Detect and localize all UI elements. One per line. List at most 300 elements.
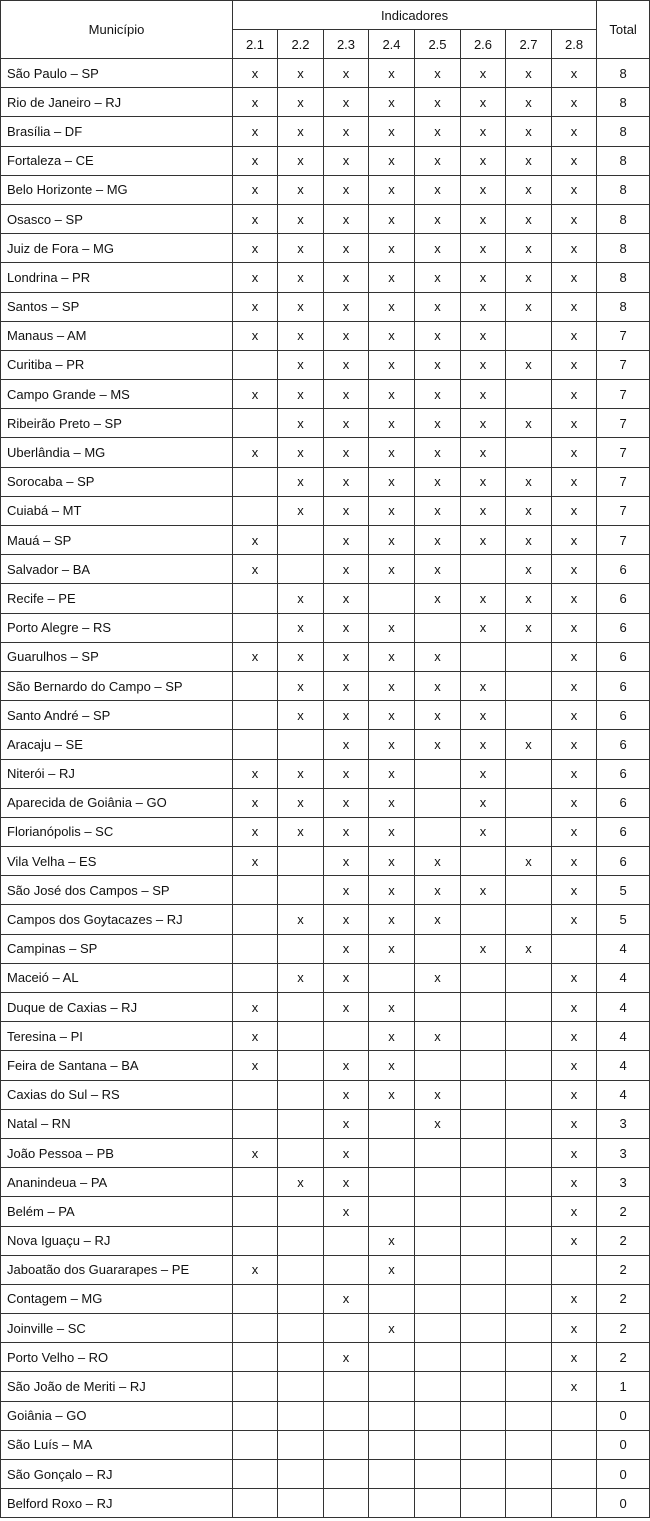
indicator-cell — [278, 555, 324, 584]
table-row — [1, 1343, 650, 1372]
total-cell: 7 — [597, 496, 650, 525]
indicator-cell: x — [415, 905, 461, 934]
indicator-cell — [278, 1080, 324, 1109]
indicator-cell: x — [461, 204, 506, 233]
indicator-cell: x — [461, 584, 506, 613]
indicator-cell: x — [233, 263, 278, 292]
indicator-cell: x — [369, 934, 415, 963]
indicator-cell: x — [369, 263, 415, 292]
indicator-cell: x — [369, 321, 415, 350]
total-cell: 4 — [597, 1051, 650, 1080]
municipio-name: Juiz de Fora – MG — [1, 234, 233, 263]
municipio-name: Campo Grande – MS — [1, 380, 233, 409]
indicator-cell: x — [552, 701, 597, 730]
indicator-cell — [233, 905, 278, 934]
indicator-cell: x — [461, 759, 506, 788]
total-cell: 2 — [597, 1197, 650, 1226]
indicator-cell: x — [415, 146, 461, 175]
indicator-cell — [506, 1138, 552, 1167]
total-cell: 6 — [597, 701, 650, 730]
indicator-cell — [461, 1051, 506, 1080]
indicator-cell: x — [461, 88, 506, 117]
indicator-cell: x — [278, 963, 324, 992]
indicator-cell — [278, 1226, 324, 1255]
indicator-cell: x — [369, 905, 415, 934]
indicator-cell — [278, 1051, 324, 1080]
indicator-cell: x — [324, 117, 369, 146]
indicator-cell — [461, 905, 506, 934]
indicator-cell — [506, 1255, 552, 1284]
table-row — [1, 1401, 650, 1430]
indicator-cell: x — [324, 555, 369, 584]
municipio-name: Campinas – SP — [1, 934, 233, 963]
indicator-cell — [278, 1430, 324, 1459]
indicator-cell: x — [233, 847, 278, 876]
indicator-cell — [415, 759, 461, 788]
municipio-name: São Bernardo do Campo – SP — [1, 671, 233, 700]
indicator-cell: x — [552, 59, 597, 88]
table-row — [1, 934, 650, 963]
indicator-header: 2.2 — [278, 30, 324, 59]
indicator-cell — [461, 1343, 506, 1372]
indicator-cell: x — [369, 788, 415, 817]
indicator-cell: x — [461, 409, 506, 438]
indicator-cell: x — [552, 1051, 597, 1080]
table-row — [1, 1138, 650, 1167]
indicator-cell: x — [552, 1314, 597, 1343]
table-row — [1, 204, 650, 233]
indicator-cell — [415, 1255, 461, 1284]
indicator-cell — [461, 1460, 506, 1489]
indicator-cell — [278, 876, 324, 905]
indicator-cell: x — [369, 350, 415, 379]
total-cell: 2 — [597, 1284, 650, 1313]
indicator-cell — [233, 1489, 278, 1518]
table-row — [1, 876, 650, 905]
municipio-name: Porto Velho – RO — [1, 1343, 233, 1372]
indicator-cell — [461, 847, 506, 876]
indicator-cell — [369, 1138, 415, 1167]
indicator-cell: x — [369, 817, 415, 846]
indicator-cell: x — [552, 642, 597, 671]
indicator-cell: x — [369, 1051, 415, 1080]
municipio-name: Aracaju – SE — [1, 730, 233, 759]
indicator-cell: x — [278, 321, 324, 350]
table-row — [1, 234, 650, 263]
indicator-cell: x — [278, 496, 324, 525]
indicator-cell — [324, 1372, 369, 1401]
indicator-cell — [461, 555, 506, 584]
indicator-cell: x — [278, 759, 324, 788]
indicator-cell: x — [415, 204, 461, 233]
indicator-cell: x — [415, 321, 461, 350]
indicator-cell: x — [461, 788, 506, 817]
indicator-cell: x — [552, 496, 597, 525]
indicator-cell — [233, 1430, 278, 1459]
municipio-header: Município — [1, 1, 233, 59]
indicator-cell — [278, 1460, 324, 1489]
indicator-cell — [506, 759, 552, 788]
indicator-cell: x — [461, 292, 506, 321]
indicator-cell — [369, 1401, 415, 1430]
municipio-name: Duque de Caxias – RJ — [1, 993, 233, 1022]
municipio-name: Santos – SP — [1, 292, 233, 321]
indicator-cell: x — [506, 59, 552, 88]
total-cell: 4 — [597, 1022, 650, 1051]
indicator-cell: x — [369, 88, 415, 117]
indicator-cell: x — [324, 759, 369, 788]
indicator-cell — [278, 993, 324, 1022]
municipio-name: Fortaleza – CE — [1, 146, 233, 175]
indicator-cell: x — [324, 59, 369, 88]
indicator-cell: x — [369, 438, 415, 467]
indicator-cell: x — [324, 817, 369, 846]
indicator-cell — [324, 1401, 369, 1430]
indicator-cell: x — [415, 1022, 461, 1051]
indicator-cell — [552, 934, 597, 963]
indicator-cell — [233, 1226, 278, 1255]
municipio-name: Teresina – PI — [1, 1022, 233, 1051]
total-cell: 3 — [597, 1109, 650, 1138]
municipio-name: Ananindeua – PA — [1, 1168, 233, 1197]
indicator-cell: x — [461, 934, 506, 963]
indicator-cell — [506, 438, 552, 467]
municipio-name: Belo Horizonte – MG — [1, 175, 233, 204]
indicator-cell — [233, 1168, 278, 1197]
table-row — [1, 117, 650, 146]
indicator-cell: x — [415, 1080, 461, 1109]
indicator-cell: x — [552, 1372, 597, 1401]
total-cell: 6 — [597, 584, 650, 613]
indicator-cell: x — [506, 555, 552, 584]
municipio-name: Mauá – SP — [1, 526, 233, 555]
indicator-cell: x — [324, 88, 369, 117]
indicator-cell — [369, 1168, 415, 1197]
municipio-name: Sorocaba – SP — [1, 467, 233, 496]
municipio-name: João Pessoa – PB — [1, 1138, 233, 1167]
indicator-cell — [415, 993, 461, 1022]
total-cell: 4 — [597, 963, 650, 992]
total-cell: 8 — [597, 88, 650, 117]
indicator-cell — [506, 1401, 552, 1430]
indicator-cell: x — [233, 1138, 278, 1167]
indicator-cell — [506, 788, 552, 817]
municipio-name: Vila Velha – ES — [1, 847, 233, 876]
indicator-cell — [233, 1401, 278, 1430]
indicator-cell: x — [552, 467, 597, 496]
indicator-cell: x — [552, 526, 597, 555]
municipio-name: Belford Roxo – RJ — [1, 1489, 233, 1518]
indicator-cell: x — [324, 1197, 369, 1226]
indicator-cell: x — [552, 380, 597, 409]
indicator-cell: x — [461, 438, 506, 467]
indicator-cell: x — [369, 1080, 415, 1109]
indicator-cell — [278, 1255, 324, 1284]
indicator-cell: x — [415, 730, 461, 759]
indicator-cell: x — [278, 204, 324, 233]
indicator-cell — [278, 1138, 324, 1167]
indicator-cell: x — [461, 380, 506, 409]
indicator-cell — [369, 1430, 415, 1459]
municipio-name: Manaus – AM — [1, 321, 233, 350]
municipio-name: São Gonçalo – RJ — [1, 1460, 233, 1489]
indicator-cell — [461, 1489, 506, 1518]
indicator-cell — [415, 934, 461, 963]
municipio-name: Londrina – PR — [1, 263, 233, 292]
indicator-cell: x — [369, 555, 415, 584]
indicadores-header: Indicadores — [233, 1, 597, 30]
indicator-cell: x — [552, 1197, 597, 1226]
indicator-cell: x — [506, 847, 552, 876]
indicator-cell — [461, 1197, 506, 1226]
indicator-cell — [461, 1430, 506, 1459]
indicator-cell: x — [415, 526, 461, 555]
table-row — [1, 1284, 650, 1313]
indicator-cell — [415, 1197, 461, 1226]
indicator-cell: x — [506, 496, 552, 525]
municipio-name: Rio de Janeiro – RJ — [1, 88, 233, 117]
indicator-header: 2.1 — [233, 30, 278, 59]
indicator-cell: x — [415, 642, 461, 671]
indicator-cell — [369, 584, 415, 613]
indicator-cell — [461, 1138, 506, 1167]
indicator-cell — [415, 1138, 461, 1167]
indicator-cell — [278, 1314, 324, 1343]
indicator-cell: x — [369, 876, 415, 905]
indicator-cell: x — [552, 613, 597, 642]
indicator-cell — [415, 1372, 461, 1401]
indicator-cell: x — [324, 467, 369, 496]
indicator-cell: x — [369, 175, 415, 204]
indicator-cell: x — [506, 234, 552, 263]
table-row — [1, 1460, 650, 1489]
indicator-cell: x — [278, 234, 324, 263]
indicator-cell — [552, 1401, 597, 1430]
total-cell: 6 — [597, 788, 650, 817]
indicator-cell — [415, 1168, 461, 1197]
indicator-cell: x — [324, 584, 369, 613]
municipio-name: Goiânia – GO — [1, 1401, 233, 1430]
indicator-cell: x — [324, 526, 369, 555]
table-row — [1, 788, 650, 817]
indicator-cell: x — [278, 409, 324, 438]
total-cell: 6 — [597, 613, 650, 642]
indicator-cell — [461, 1226, 506, 1255]
indicator-cell — [278, 1372, 324, 1401]
indicator-cell — [552, 1460, 597, 1489]
indicator-cell: x — [461, 175, 506, 204]
indicator-cell — [278, 1489, 324, 1518]
indicator-cell — [506, 876, 552, 905]
indicator-cell — [552, 1489, 597, 1518]
indicator-header: 2.3 — [324, 30, 369, 59]
indicator-cell: x — [552, 671, 597, 700]
indicator-cell — [461, 1022, 506, 1051]
indicator-cell: x — [506, 613, 552, 642]
indicator-cell — [233, 963, 278, 992]
total-cell: 8 — [597, 204, 650, 233]
indicator-cell: x — [233, 59, 278, 88]
indicator-cell: x — [369, 526, 415, 555]
table-row — [1, 1314, 650, 1343]
indicator-cell — [415, 1284, 461, 1313]
indicator-cell: x — [506, 117, 552, 146]
table-row — [1, 642, 650, 671]
total-cell: 0 — [597, 1489, 650, 1518]
indicator-cell: x — [552, 1226, 597, 1255]
indicator-cell — [278, 1401, 324, 1430]
municipio-name: Campos dos Goytacazes – RJ — [1, 905, 233, 934]
indicator-cell: x — [278, 584, 324, 613]
table-row — [1, 1372, 650, 1401]
indicator-cell: x — [552, 321, 597, 350]
indicator-cell — [506, 1489, 552, 1518]
indicator-cell — [278, 1197, 324, 1226]
indicator-cell: x — [278, 263, 324, 292]
total-cell: 6 — [597, 759, 650, 788]
indicator-cell — [506, 993, 552, 1022]
indicator-cell: x — [369, 1255, 415, 1284]
indicator-cell: x — [324, 438, 369, 467]
table-row — [1, 1226, 650, 1255]
indicator-cell: x — [278, 701, 324, 730]
municipio-name: Santo André – SP — [1, 701, 233, 730]
indicator-cell: x — [415, 847, 461, 876]
total-cell: 0 — [597, 1401, 650, 1430]
indicator-cell: x — [278, 817, 324, 846]
indicator-cell — [233, 496, 278, 525]
indicator-cell: x — [369, 467, 415, 496]
indicator-cell — [278, 1022, 324, 1051]
indicator-cell — [506, 817, 552, 846]
table-row — [1, 613, 650, 642]
indicator-cell — [506, 671, 552, 700]
indicator-cell: x — [552, 234, 597, 263]
indicator-cell — [461, 1109, 506, 1138]
indicator-cell: x — [233, 204, 278, 233]
table-row — [1, 1255, 650, 1284]
indicator-cell: x — [369, 1226, 415, 1255]
indicator-cell: x — [233, 1255, 278, 1284]
table-row — [1, 963, 650, 992]
municipio-name: Niterói – RJ — [1, 759, 233, 788]
indicator-cell — [415, 1051, 461, 1080]
indicator-cell — [324, 1489, 369, 1518]
indicator-cell — [233, 613, 278, 642]
municipio-name: Curitiba – PR — [1, 350, 233, 379]
indicator-cell: x — [552, 175, 597, 204]
table-row — [1, 1168, 650, 1197]
indicator-cell: x — [324, 292, 369, 321]
indicator-cell: x — [415, 234, 461, 263]
indicator-cell — [324, 1255, 369, 1284]
indicator-cell: x — [415, 263, 461, 292]
table-row — [1, 1430, 650, 1459]
indicator-cell — [415, 817, 461, 846]
indicator-cell: x — [461, 117, 506, 146]
total-cell: 3 — [597, 1138, 650, 1167]
indicator-cell — [461, 1284, 506, 1313]
indicator-cell: x — [324, 1284, 369, 1313]
indicator-cell: x — [552, 876, 597, 905]
municipio-name: Jaboatão dos Guararapes – PE — [1, 1255, 233, 1284]
indicator-cell — [369, 1284, 415, 1313]
indicator-cell: x — [233, 292, 278, 321]
indicator-cell — [415, 1226, 461, 1255]
indicator-cell: x — [278, 175, 324, 204]
indicator-cell: x — [461, 671, 506, 700]
indicator-cell — [506, 1226, 552, 1255]
total-cell: 7 — [597, 467, 650, 496]
indicator-cell — [278, 1109, 324, 1138]
table-row — [1, 555, 650, 584]
indicator-cell: x — [415, 88, 461, 117]
indicator-cell: x — [369, 613, 415, 642]
indicator-cell — [415, 613, 461, 642]
total-cell: 6 — [597, 642, 650, 671]
indicator-cell — [506, 1080, 552, 1109]
indicator-cell: x — [324, 934, 369, 963]
indicator-header: 2.8 — [552, 30, 597, 59]
indicator-cell: x — [461, 701, 506, 730]
total-cell: 3 — [597, 1168, 650, 1197]
indicator-cell: x — [278, 671, 324, 700]
indicator-cell: x — [233, 321, 278, 350]
indicator-cell: x — [552, 1168, 597, 1197]
indicator-cell — [369, 1372, 415, 1401]
indicator-cell — [506, 642, 552, 671]
indicator-cell: x — [552, 263, 597, 292]
indicator-cell — [552, 1255, 597, 1284]
indicator-cell: x — [324, 1168, 369, 1197]
indicator-cell: x — [415, 496, 461, 525]
indicator-cell: x — [415, 438, 461, 467]
indicator-cell: x — [552, 88, 597, 117]
table-row — [1, 993, 650, 1022]
total-cell: 6 — [597, 555, 650, 584]
indicator-cell: x — [324, 847, 369, 876]
indicator-cell: x — [461, 496, 506, 525]
indicator-cell: x — [324, 1138, 369, 1167]
indicator-cell: x — [552, 993, 597, 1022]
total-cell: 8 — [597, 292, 650, 321]
indicator-cell: x — [324, 146, 369, 175]
municipio-name: São João de Meriti – RJ — [1, 1372, 233, 1401]
table-body — [1, 59, 650, 1518]
total-cell: 8 — [597, 263, 650, 292]
indicator-cell: x — [278, 117, 324, 146]
table-row — [1, 584, 650, 613]
indicator-cell: x — [552, 1022, 597, 1051]
total-cell: 6 — [597, 817, 650, 846]
total-header: Total — [597, 1, 650, 59]
indicator-cell — [461, 1314, 506, 1343]
indicator-cell: x — [324, 1343, 369, 1372]
indicator-cell — [506, 1460, 552, 1489]
indicator-cell: x — [324, 321, 369, 350]
municipio-name: Florianópolis – SC — [1, 817, 233, 846]
indicator-cell — [324, 1226, 369, 1255]
indicator-cell — [233, 1314, 278, 1343]
indicator-cell — [324, 1022, 369, 1051]
indicator-cell: x — [552, 847, 597, 876]
indicator-cell: x — [278, 788, 324, 817]
total-cell: 8 — [597, 234, 650, 263]
indicator-cell — [233, 1343, 278, 1372]
municipio-name: Aparecida de Goiânia – GO — [1, 788, 233, 817]
municipio-name: Osasco – SP — [1, 204, 233, 233]
indicator-cell: x — [415, 701, 461, 730]
